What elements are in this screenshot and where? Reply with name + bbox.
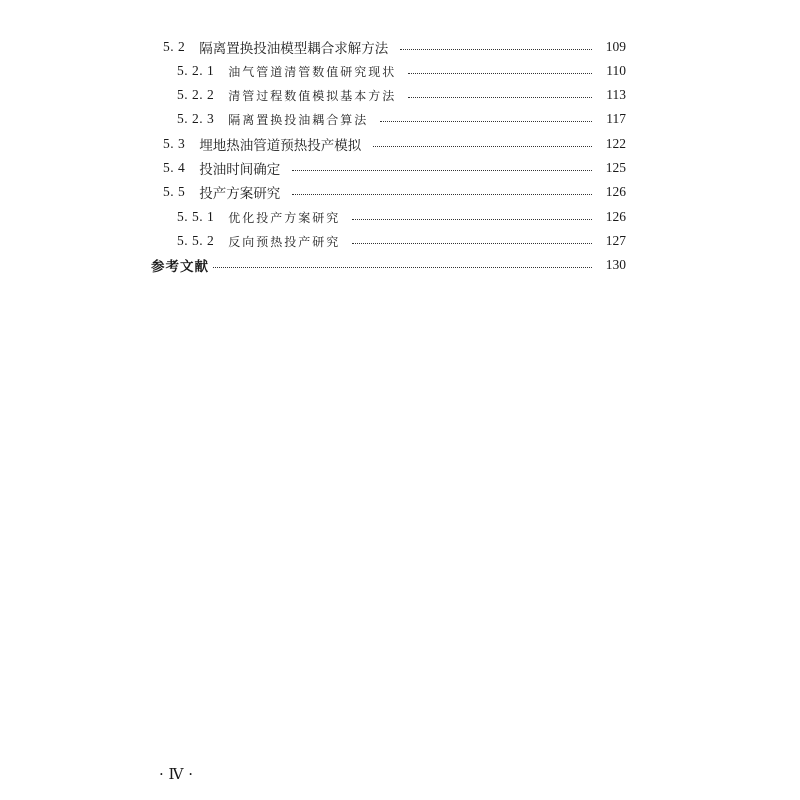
toc-number: 5. 3 — [163, 136, 186, 151]
toc-entry-5-3[interactable] — [163, 132, 626, 156]
dot-leader — [400, 49, 592, 50]
dot-leader — [380, 121, 592, 122]
dot-leader — [213, 267, 592, 268]
toc-page-number: 110 — [606, 63, 626, 78]
toc-title: 隔离置换投油耦合算法 — [228, 112, 369, 127]
toc-number: 5. 5. 1 — [177, 209, 215, 224]
toc-page-number: 113 — [606, 87, 626, 102]
dot-leader — [292, 170, 592, 171]
toc-entry-5-5-1[interactable] — [177, 205, 626, 229]
dot-leader — [352, 219, 592, 220]
toc-title: 投油时间确定 — [199, 162, 281, 178]
toc-entry-5-5-2[interactable] — [177, 229, 626, 253]
toc-page-number: 130 — [605, 257, 626, 272]
dot-leader — [373, 146, 592, 147]
toc-title: 参考文献 — [151, 259, 209, 275]
toc-page-number: 109 — [605, 39, 626, 54]
toc-title: 油气管道清管数值研究现状 — [228, 64, 397, 79]
toc-entry-5-2-3[interactable] — [177, 107, 626, 131]
toc-entry-5-2[interactable] — [163, 35, 626, 59]
toc-entry-5-2-1[interactable] — [177, 59, 626, 83]
page-folio: · Ⅳ · — [158, 765, 194, 783]
toc-number: 5. 5 — [163, 184, 186, 199]
dot-leader — [352, 243, 592, 244]
toc-entry-5-4[interactable] — [163, 156, 626, 180]
toc-title: 埋地热油管道预热投产模拟 — [199, 138, 362, 154]
dot-leader — [292, 194, 592, 195]
toc-title: 投产方案研究 — [199, 186, 281, 202]
toc-number: 5. 2. 2 — [177, 87, 215, 102]
toc-number: 5. 2. 1 — [177, 63, 215, 78]
toc-number: 5. 5. 2 — [177, 233, 215, 248]
toc-page-number: 127 — [605, 233, 626, 248]
dot-leader — [408, 73, 592, 74]
toc-entry-5-5[interactable] — [163, 180, 626, 204]
toc-title: 清管过程数值模拟基本方法 — [228, 88, 397, 103]
toc-title: 反向预热投产研究 — [228, 234, 341, 249]
toc-page-number: 122 — [605, 136, 626, 151]
toc-title: 隔离置换投油模型耦合求解方法 — [199, 41, 389, 57]
toc-number: 5. 4 — [163, 160, 186, 175]
toc-page-number: 126 — [605, 209, 626, 224]
toc-number: 5. 2 — [163, 39, 186, 54]
toc-number: 5. 2. 3 — [177, 111, 215, 126]
toc-page-number: 126 — [605, 184, 626, 199]
dot-leader — [408, 97, 592, 98]
toc-entry-5-2-2[interactable] — [177, 83, 626, 107]
toc-entry-references[interactable] — [151, 253, 626, 277]
toc-page-number: 125 — [605, 160, 626, 175]
toc-page-number: 117 — [606, 111, 626, 126]
toc-title: 优化投产方案研究 — [228, 210, 341, 225]
